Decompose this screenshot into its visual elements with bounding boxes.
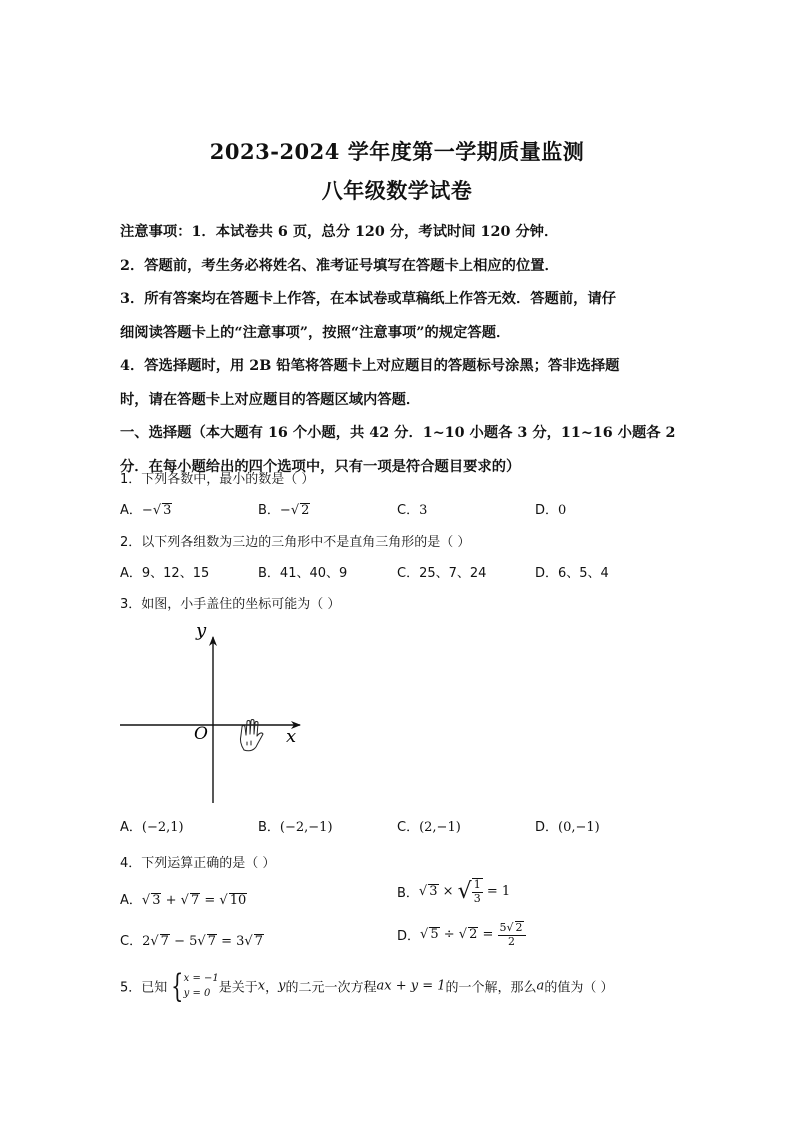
section-heading: 一、选择题（本大题有 16 个小题，共 42 分．1~10 小题各 3 分，11~16 小题各 2 (120, 425, 676, 441)
q2-option-d: D．6、5、4 (535, 566, 609, 581)
option-value: (−2,−1) (279, 820, 333, 835)
equation-system (184, 971, 219, 1001)
equation: ax + y = 1 (376, 978, 446, 994)
q4-option-b (397, 878, 510, 905)
option-label: A． (120, 820, 142, 835)
q5-suffix: 的值为（ ） (544, 980, 614, 996)
minus-sign: − (141, 503, 153, 518)
radicand: 2 (515, 921, 523, 934)
section-heading-cont: 分．在每小题给出的四个选项中，只有一项是符合题目要求的） (120, 458, 521, 475)
radicand: 7 (190, 893, 200, 908)
option-value: 3 (419, 503, 428, 518)
minus-sign: − (279, 503, 291, 518)
radicand: 7 (207, 934, 216, 949)
exam-subtitle: 八年级数学试卷 (321, 178, 473, 203)
sqrt-symbol (142, 893, 150, 908)
result: 1 (501, 884, 511, 900)
option-label: D． (535, 503, 559, 518)
fraction (498, 921, 526, 948)
q2-option-c: C．25、7、24 (397, 566, 487, 581)
q5-comma: ， (265, 980, 279, 996)
q5-prefix: 5．已知 (120, 980, 168, 996)
q3-option-c (397, 816, 461, 835)
q1-option-a (120, 499, 172, 518)
option-label: D． (535, 820, 559, 835)
var-x: x (257, 978, 266, 994)
coordinate-figure (110, 615, 320, 810)
sqrt-symbol (197, 934, 205, 949)
radicand: 7 (160, 934, 169, 949)
var-y: y (278, 978, 286, 994)
denominator: 2 (508, 934, 516, 948)
option-label: C． (397, 503, 420, 518)
q1-option-b (258, 499, 310, 518)
operator: ÷ (439, 927, 459, 943)
q1-stem: 1．下列各数中，最小的数是（ ） (120, 472, 315, 487)
radicand: 2 (301, 503, 310, 518)
brace-symbol: { (171, 967, 184, 1005)
fraction (472, 878, 483, 905)
option-label: A． (120, 503, 142, 518)
coefficient: 3 (236, 934, 245, 949)
sqrt-symbol (420, 927, 428, 942)
sqrt-symbol (153, 503, 161, 518)
q2-option-a: A．9、12、15 (120, 566, 210, 581)
option-value: (2,−1) (419, 820, 461, 835)
radicand: 3 (152, 893, 161, 908)
q5-text: 的一个解，那么 (445, 980, 537, 996)
q4-stem: 4．下列运算正确的是（ ） (120, 856, 276, 871)
radicand: 3 (429, 883, 438, 899)
radicand: 5 (430, 926, 439, 942)
q3-option-a (120, 816, 184, 835)
option-label: B． (397, 886, 419, 902)
radicand: 7 (254, 934, 263, 949)
option-label: C． (120, 934, 143, 949)
sqrt-symbol (244, 934, 252, 949)
sqrt-symbol (150, 934, 158, 949)
note-line: 细阅读答题卡上的“注意事项”，按照“注意事项”的规定答题． (120, 324, 511, 341)
note-line: 2．答题前，考生务必将姓名、准考证号填写在答题卡上相应的位置． (120, 257, 559, 274)
origin-label: O (194, 724, 208, 744)
sqrt-symbol (507, 921, 514, 934)
q3-option-d (535, 816, 600, 835)
equals: = (478, 927, 498, 943)
radicand: 2 (469, 926, 478, 942)
hand-icon (240, 720, 263, 751)
operator: − (169, 934, 190, 949)
numerator (498, 921, 526, 936)
sqrt-symbol (219, 893, 227, 908)
q1-option-d (535, 499, 566, 518)
q3-stem: 3．如图，小手盖住的坐标可能为（ ） (120, 597, 341, 612)
note-line: 3．所有答案均在答题卡上作答，在本试卷或草稿纸上作答无效．答题前，请仔 (120, 291, 617, 307)
q5-text: 的二元一次方程 (285, 980, 377, 996)
option-label: B． (258, 820, 280, 835)
system-line-2: y = 0 (183, 988, 211, 999)
sqrt-symbol (459, 927, 467, 942)
system-line-1: x = −1 (183, 973, 219, 984)
x-axis-label: x (286, 726, 297, 747)
option-label: A． (120, 893, 142, 908)
q4-option-a (120, 889, 247, 908)
q5-text: 是关于 (218, 980, 258, 996)
y-axis-label: y (196, 620, 207, 641)
note-line: 时，请在答题卡上对应题目的答题区域内答题． (120, 391, 421, 408)
q1-option-c (397, 499, 427, 518)
option-label: D． (397, 929, 421, 945)
operator: + (161, 893, 181, 908)
var-a: a (536, 978, 545, 994)
note-line: 4．答选择题时，用 2B 铅笔将答题卡上对应题目的答题标号涂黑；答非选择题 (120, 358, 620, 374)
q2-stem: 2．以下列各组数为三边的三角形中不是直角三角形的是（ ） (120, 535, 471, 550)
option-label: B． (258, 503, 280, 518)
option-label: C． (397, 820, 420, 835)
equals: = (482, 884, 502, 900)
radicand: 10 (229, 893, 247, 908)
sqrt-symbol (419, 884, 427, 899)
instructions (120, 216, 680, 484)
sqrt-symbol (291, 503, 299, 518)
sqrt-symbol (458, 879, 472, 904)
note-line: 注意事项：1．本试卷共 6 页，总分 120 分，考试时间 120 分钟． (120, 224, 559, 240)
exam-title: 2023-2024 学年度第一学期质量监测 (209, 139, 585, 164)
coefficient: 5 (189, 934, 198, 949)
q4-option-d (397, 921, 526, 948)
radicand: 3 (163, 503, 172, 518)
sqrt-symbol (181, 893, 189, 908)
denominator: 3 (473, 891, 481, 905)
coefficient: 5 (499, 921, 507, 934)
q5-stem (120, 967, 614, 1005)
operator: × (438, 884, 458, 900)
option-value: (0,−1) (558, 820, 600, 835)
equals: = (216, 934, 237, 949)
q2-option-b: B．41、40、9 (258, 566, 348, 581)
q4-option-c (120, 930, 264, 949)
numerator: 1 (473, 878, 481, 891)
equals: = (200, 893, 220, 908)
option-value: (−2,1) (141, 820, 184, 835)
coefficient: 2 (142, 934, 151, 949)
option-value: 0 (558, 503, 567, 518)
q3-option-b (258, 816, 333, 835)
